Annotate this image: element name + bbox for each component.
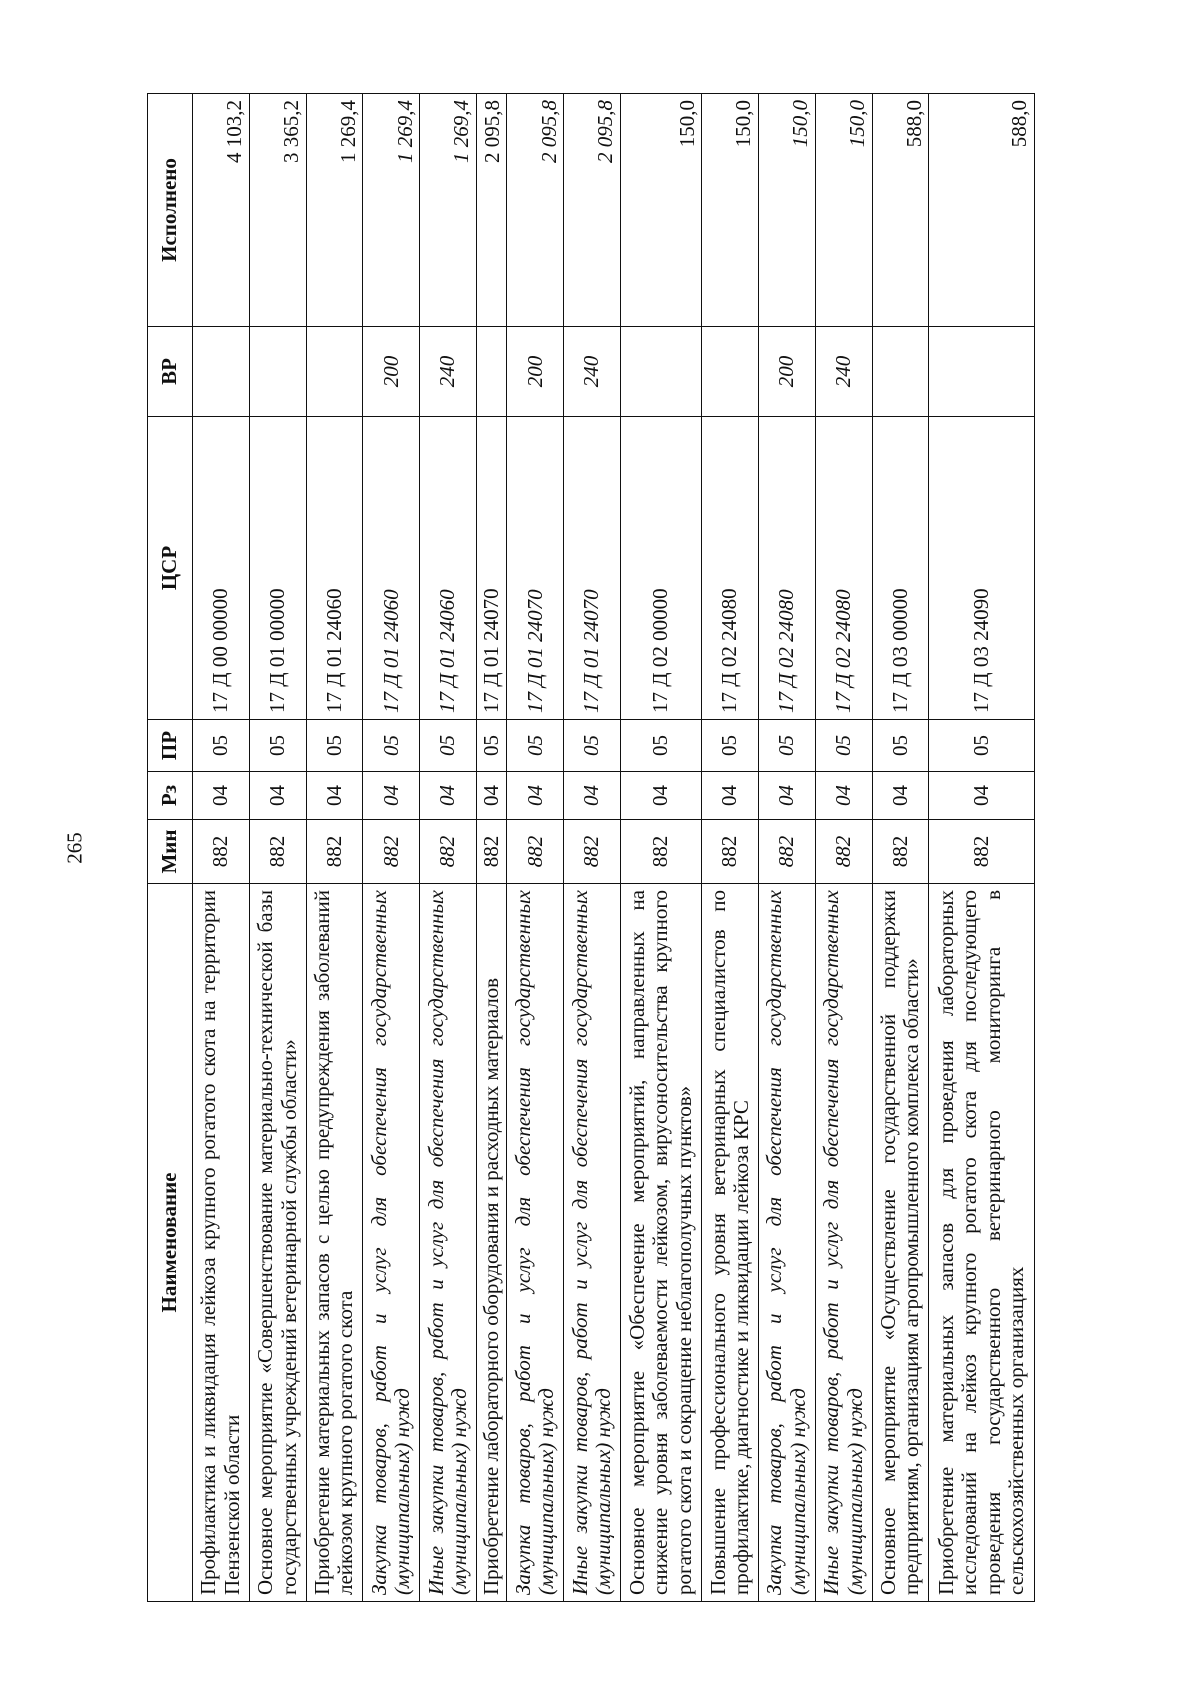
row-done: 3 365,2 (249, 94, 306, 327)
row-min: 882 (507, 820, 564, 884)
row-name: Приобретение материальных запасов с целью предупреждения заболеваний лейкозом крупного рогатого скота (306, 884, 363, 1602)
row-min: 882 (306, 820, 363, 884)
row-min: 882 (476, 820, 506, 884)
row-vr: 240 (815, 327, 872, 417)
row-vr: 200 (507, 327, 564, 417)
table-row (306, 94, 363, 1602)
row-name: Закупка товаров, работ и услуг для обеспечения государственных (муниципальных) нужд (363, 884, 420, 1602)
row-csr: 17 Д 01 24060 (306, 417, 363, 720)
row-rz: 04 (564, 772, 621, 820)
row-done: 1 269,4 (420, 94, 477, 327)
table-row (564, 94, 621, 1602)
table-row (702, 94, 759, 1602)
row-name: Профилактика и ликвидация лейкоза крупного рогатого скота на территории Пензенской области (193, 884, 250, 1602)
row-rz: 04 (249, 772, 306, 820)
budget-table (147, 93, 1035, 1602)
row-name: Приобретение материальных запасов для проведения лабораторных исследований на лейкоз крупного рогатого скота для последующего проведения государственного ветеринарного мониторинга в сельскохозяйственных организациях (929, 884, 1035, 1602)
row-vr (929, 327, 1035, 417)
row-min: 882 (193, 820, 250, 884)
row-vr (193, 327, 250, 417)
row-vr: 200 (363, 327, 420, 417)
row-vr: 200 (758, 327, 815, 417)
page-number: 265 (62, 832, 87, 864)
row-rz: 04 (363, 772, 420, 820)
row-done: 1 269,4 (306, 94, 363, 327)
row-csr: 17 Д 01 24070 (476, 417, 506, 720)
table-row (363, 94, 420, 1602)
row-vr (702, 327, 759, 417)
row-rz: 04 (929, 772, 1035, 820)
header-done: Исполнено (148, 94, 193, 327)
row-csr: 17 Д 03 00000 (872, 417, 929, 720)
row-done: 2 095,8 (507, 94, 564, 327)
row-done: 588,0 (872, 94, 929, 327)
row-rz: 04 (702, 772, 759, 820)
row-csr: 17 Д 00 00000 (193, 417, 250, 720)
header-csr: ЦСР (148, 417, 193, 720)
row-rz: 04 (306, 772, 363, 820)
row-rz: 04 (507, 772, 564, 820)
row-pr: 05 (564, 720, 621, 772)
row-name: Основное мероприятие «Осуществление государственной поддержки предприятиям, организациям агропромышленного комплекса области» (872, 884, 929, 1602)
header-name: Наименование (148, 884, 193, 1602)
row-min: 882 (815, 820, 872, 884)
row-rz: 04 (621, 772, 702, 820)
row-pr: 05 (476, 720, 506, 772)
row-pr: 05 (363, 720, 420, 772)
table-row (929, 94, 1035, 1602)
row-name: Основное мероприятие «Обеспечение мероприятий, направленных на снижение уровня заболеваемости лейкозом, вирусоносительства крупного рогатого скота и сокращение неблагополучных пунктов» (621, 884, 702, 1602)
row-csr: 17 Д 01 24070 (507, 417, 564, 720)
row-min: 882 (758, 820, 815, 884)
row-csr: 17 Д 02 24080 (758, 417, 815, 720)
row-min: 882 (249, 820, 306, 884)
row-done: 150,0 (702, 94, 759, 327)
table-row (193, 94, 250, 1602)
row-pr: 05 (193, 720, 250, 772)
row-name: Иные закупки товаров, работ и услуг для обеспечения государственных (муниципальных) нужд (420, 884, 477, 1602)
row-vr: 240 (564, 327, 621, 417)
row-csr: 17 Д 01 00000 (249, 417, 306, 720)
row-vr (249, 327, 306, 417)
row-done: 150,0 (815, 94, 872, 327)
table-row (872, 94, 929, 1602)
row-name: Основное мероприятие «Совершенствование материально-технической базы государственных учреждений ветеринарной службы области» (249, 884, 306, 1602)
row-name: Иные закупки товаров, работ и услуг для обеспечения государственных (муниципальных) нужд (815, 884, 872, 1602)
row-vr (306, 327, 363, 417)
header-pr: ПР (148, 720, 193, 772)
header-rz: Рз (148, 772, 193, 820)
row-done: 588,0 (929, 94, 1035, 327)
row-vr: 240 (420, 327, 477, 417)
row-pr: 05 (249, 720, 306, 772)
row-min: 882 (420, 820, 477, 884)
row-vr (872, 327, 929, 417)
row-pr: 05 (758, 720, 815, 772)
row-rz: 04 (193, 772, 250, 820)
row-csr: 17 Д 01 24070 (564, 417, 621, 720)
row-done: 4 103,2 (193, 94, 250, 327)
row-csr: 17 Д 02 00000 (621, 417, 702, 720)
row-rz: 04 (872, 772, 929, 820)
row-name: Иные закупки товаров, работ и услуг для обеспечения государственных (муниципальных) нужд (564, 884, 621, 1602)
row-done: 2 095,8 (476, 94, 506, 327)
row-pr: 05 (621, 720, 702, 772)
row-pr: 05 (815, 720, 872, 772)
row-done: 1 269,4 (363, 94, 420, 327)
table-header-row (148, 94, 193, 1602)
table-row (621, 94, 702, 1602)
table-row (476, 94, 506, 1602)
table-row (815, 94, 872, 1602)
row-min: 882 (702, 820, 759, 884)
row-rz: 04 (815, 772, 872, 820)
table-row (507, 94, 564, 1602)
row-name: Повышение профессионального уровня ветеринарных специалистов по профилактике, диагностике и ликвидации лейкоза КРС (702, 884, 759, 1602)
row-csr: 17 Д 02 24080 (815, 417, 872, 720)
row-pr: 05 (420, 720, 477, 772)
row-csr: 17 Д 01 24060 (363, 417, 420, 720)
row-csr: 17 Д 03 24090 (929, 417, 1035, 720)
row-name: Закупка товаров, работ и услуг для обеспечения государственных (муниципальных) нужд (507, 884, 564, 1602)
header-vr: ВР (148, 327, 193, 417)
table-row (758, 94, 815, 1602)
row-pr: 05 (872, 720, 929, 772)
row-done: 150,0 (621, 94, 702, 327)
row-vr (621, 327, 702, 417)
row-min: 882 (564, 820, 621, 884)
row-pr: 05 (929, 720, 1035, 772)
budget-table-rotated (147, 94, 1035, 1602)
row-name: Приобретение лабораторного оборудования и расходных материалов (476, 884, 506, 1602)
row-vr (476, 327, 506, 417)
row-csr: 17 Д 01 24060 (420, 417, 477, 720)
row-min: 882 (363, 820, 420, 884)
row-min: 882 (929, 820, 1035, 884)
row-done: 150,0 (758, 94, 815, 327)
row-min: 882 (621, 820, 702, 884)
row-pr: 05 (702, 720, 759, 772)
row-done: 2 095,8 (564, 94, 621, 327)
row-rz: 04 (420, 772, 477, 820)
budget-table-wrapper (147, 94, 1035, 1602)
header-min: Мин (148, 820, 193, 884)
row-rz: 04 (476, 772, 506, 820)
row-pr: 05 (507, 720, 564, 772)
table-row (420, 94, 477, 1602)
row-csr: 17 Д 02 24080 (702, 417, 759, 720)
row-pr: 05 (306, 720, 363, 772)
row-name: Закупка товаров, работ и услуг для обеспечения государственных (муниципальных) нужд (758, 884, 815, 1602)
table-row (249, 94, 306, 1602)
row-min: 882 (872, 820, 929, 884)
row-rz: 04 (758, 772, 815, 820)
